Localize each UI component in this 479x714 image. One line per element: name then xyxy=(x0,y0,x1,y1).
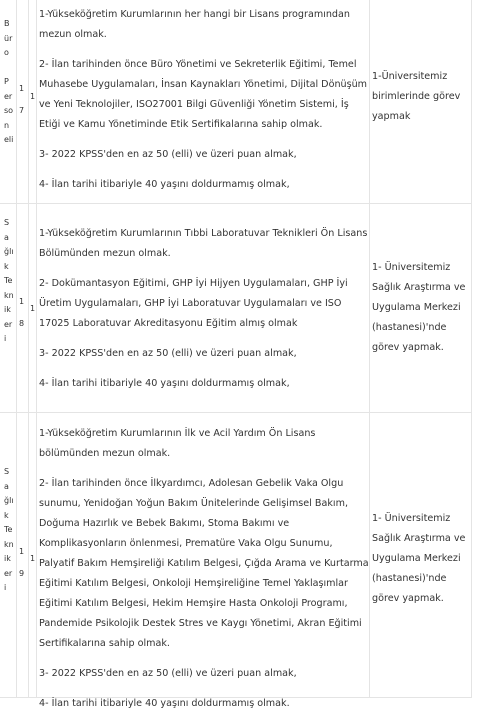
requirements-list xyxy=(39,224,369,394)
position-title: S a ğlı k Te kn ik er i xyxy=(4,218,14,343)
position-number: 1 7 xyxy=(19,84,25,115)
duty-place: 1- Üniversitemiz Sağlık Araştırma ve Uygulama Merkezi (hastanesi)'nde görev yapmak. xyxy=(372,513,466,604)
requirement-item: 1-Yükseköğretim Kurumlarının Tıbbi Laboratuvar Teknikleri Ön Lisans Bölümünden mezun olmak. xyxy=(39,228,368,259)
requirement-item: 2- İlan tarihinden önce Büro Yönetimi ve Sekreterlik Eğitimi, Temel Muhasebe Uygulamaları, İnsan Kaynakları Yönetimi, Dijital Dönüşüm ve Yeni Teknolojiler, ISO27001 Bilgi Güvenliği Yönetim Sistemi, İş Etiği ve Kamu Yönetiminde Etik Sertifikalarına sahip olmak. xyxy=(39,59,368,130)
table-row xyxy=(0,203,472,413)
duty-place: 1-Üniversitemiz birimlerinde görev yapmak xyxy=(372,71,461,122)
position-quota: 1 xyxy=(30,92,36,101)
position-quota: 1 xyxy=(30,304,36,313)
requirement-item: 4- İlan tarihi itibariyle 40 yaşını doldurmamış olmak, xyxy=(39,378,290,389)
table-row xyxy=(0,0,472,204)
requirement-item: 4- İlan tarihi itibariyle 40 yaşını doldurmamış olmak. xyxy=(39,698,290,709)
position-title: S a ğlı k Te kn ik er i xyxy=(4,467,14,592)
requirement-item: 2- İlan tarihinden önce İlkyardımcı, Adolesan Gebelik Vaka Olgu sunumu, Yenidoğan Yoğun Bakım Ünitelerinde Gelişimsel Bakım, Doğuma Hazırlık ve Bebek Bakımı, Stoma Bakımı ve Komplikasyonların önlenmesi, Prematüre Vaka Olgu Sunumu, Palyatif Bakım Hemşireliği Katılım Belgesi, Çığda Arama ve Kurtarma Eğitimi Katılım Belgesi, Onkoloji Hemşireliğine Temel Yaklaşımlar Eğitimi Katılım Belgesi, Hekim Hemşire Hasta Onkoloji Programı, Pandemide Psikolojik Destek Stres ve Kaygı Yönetimi, Akran Eğitimi Sertifikalarına sahip olmak. xyxy=(39,478,369,649)
requirement-item: 1-Yükseköğretim Kurumlarının her hangi bir Lisans programından mezun olmak. xyxy=(39,9,350,40)
position-title: B ür o P er so n eli xyxy=(4,19,14,144)
requirements-list xyxy=(39,5,369,195)
requirement-item: 1-Yükseköğretim Kurumlarının İlk ve Acil Yardım Ön Lisans bölümünden mezun olmak. xyxy=(39,428,316,459)
requirement-item: 3- 2022 KPSS'den en az 50 (elli) ve üzeri puan almak, xyxy=(39,348,297,359)
requirements-list xyxy=(39,424,369,714)
requirement-item: 3- 2022 KPSS'den en az 50 (elli) ve üzeri puan almak, xyxy=(39,668,297,679)
requirement-item: 3- 2022 KPSS'den en az 50 (elli) ve üzeri puan almak, xyxy=(39,149,297,160)
position-number: 1 9 xyxy=(19,547,25,578)
requirement-item: 2- Dokümantasyon Eğitimi, GHP İyi Hijyen Uygulamaları, GHP İyi Üretim Uygulamaları, GHP İyi Laboratuvar Uygulamaları ve ISO 17025 Laboratuvar Akreditasyonu Eğitim almış olmak xyxy=(39,278,348,329)
duty-place: 1- Üniversitemiz Sağlık Araştırma ve Uygulama Merkezi (hastanesi)'nde görev yapmak. xyxy=(372,262,466,353)
position-quota: 1 xyxy=(30,554,36,563)
table-row xyxy=(0,412,472,709)
position-number: 1 8 xyxy=(19,297,25,328)
requirement-item: 4- İlan tarihi itibariyle 40 yaşını doldurmamış olmak, xyxy=(39,179,290,190)
